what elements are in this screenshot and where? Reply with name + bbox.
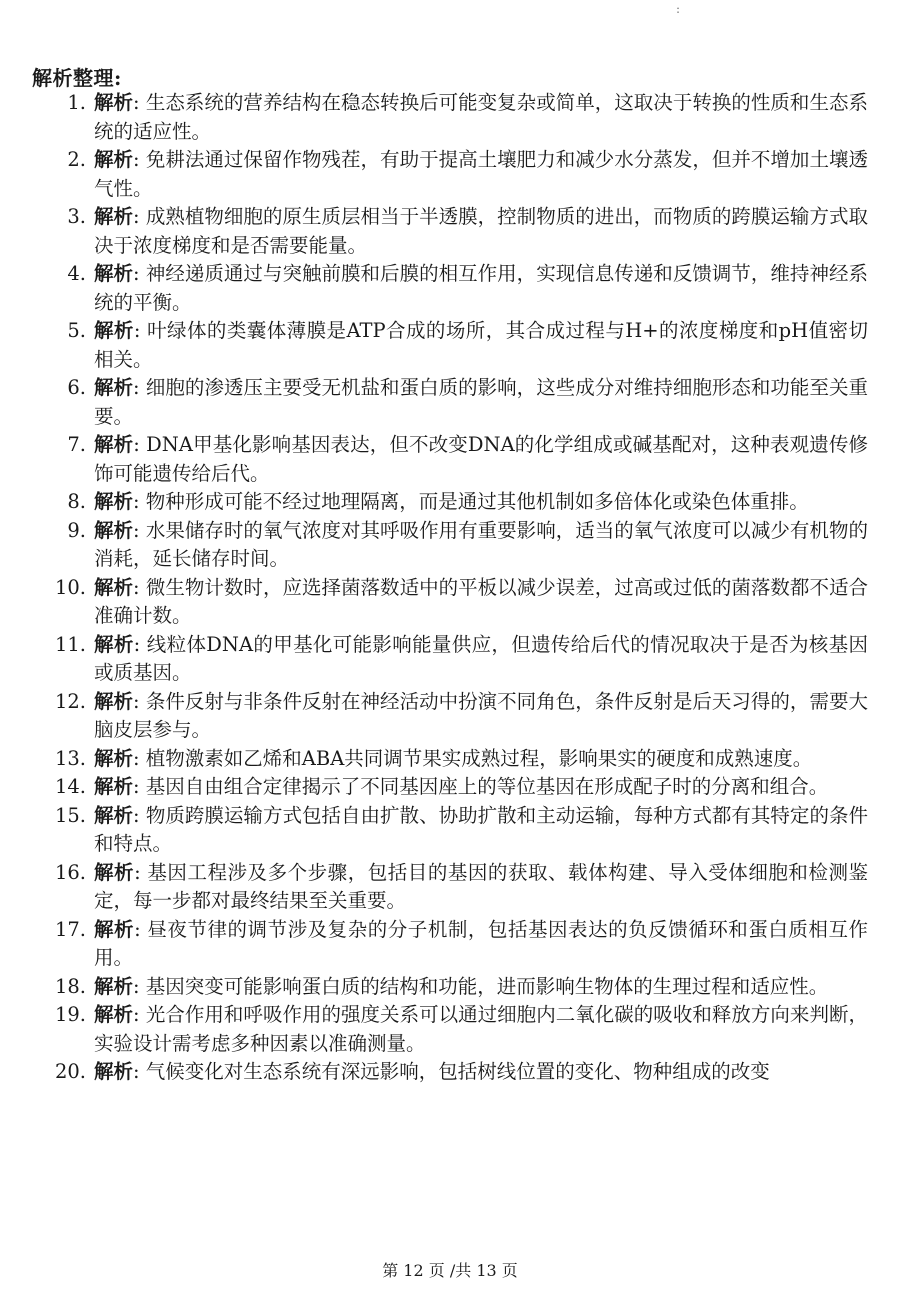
item-body: [94, 1001, 868, 1058]
item-label: 解析: [94, 319, 134, 342]
item-number: 11.: [54, 632, 86, 656]
item-text: : 叶绿体的类囊体薄膜是ATP合成的场所，其合成过程与H+的浓度梯度和pH值密切相关。: [94, 319, 868, 371]
item-number: 17.: [54, 917, 86, 941]
item-label: 解析: [94, 632, 134, 656]
item-label: 解析: [94, 775, 134, 798]
item-label: 解析: [94, 917, 135, 941]
item-body: [94, 431, 868, 488]
item-body: [94, 89, 868, 146]
analysis-list: [32, 89, 868, 1087]
item-text: : 基因突变可能影响蛋白质的结构和功能，进而影响生物体的生理过程和适应性。: [133, 974, 829, 998]
item-body: [94, 517, 868, 574]
item-body: [94, 1058, 868, 1087]
list-item: [32, 688, 868, 745]
item-text: : 基因自由组合定律揭示了不同基因座上的等位基因在形成配子时的分离和组合。: [133, 775, 829, 798]
list-item: [32, 146, 868, 203]
list-item: [32, 374, 868, 431]
list-item: [32, 517, 868, 574]
item-text: : 生态系统的营养结构在稳态转换后可能变复杂或简单，这取决于转换的性质和生态系统的适应性。: [94, 91, 868, 143]
item-label: 解析: [94, 860, 135, 884]
item-text: : 植物激素如乙烯和ABA共同调节果实成熟过程，影响果实的硬度和成熟速度。: [133, 746, 813, 770]
item-label: 解析: [94, 746, 134, 770]
item-text: : 线粒体DNA的甲基化可能影响能量供应，但遗传给后代的情况取决于是否为核基因或质基因。: [94, 632, 868, 684]
item-number: 5.: [67, 319, 86, 342]
list-item: [32, 260, 868, 317]
list-item: [32, 802, 868, 859]
item-text: : DNA甲基化影响基因表达，但不改变DNA的化学组成或碱基配对，这种表观遗传修饰可能遗传给后代。: [94, 433, 868, 485]
item-label: 解析: [94, 205, 134, 228]
item-label: 解析: [94, 490, 134, 513]
list-item: [32, 317, 868, 374]
item-text: : 昼夜节律的调节涉及复杂的分子机制，包括基因表达的负反馈循环和蛋白质相互作用。: [94, 917, 868, 969]
item-label: 解析: [94, 262, 134, 285]
item-body: [94, 802, 868, 859]
item-label: 解析: [94, 575, 134, 599]
list-item: [32, 859, 868, 916]
item-label: 解析: [94, 433, 134, 456]
item-label: 解析: [94, 689, 134, 713]
item-text: : 基因工程涉及多个步骤，包括目的基因的获取、载体构建、导入受体细胞和检测鉴定，每一步都对最终结果至关重要。: [94, 860, 868, 912]
item-text: : 物质跨膜运输方式包括自由扩散、协助扩散和主动运输，每种方式都有其特定的条件和特点。: [94, 803, 868, 855]
item-label: 解析: [94, 974, 134, 998]
item-text: : 神经递质通过与突触前膜和后膜的相互作用，实现信息传递和反馈调节，维持神经系统的平衡。: [94, 262, 868, 314]
item-body: [94, 859, 868, 916]
item-number: 6.: [67, 376, 86, 399]
item-text: : 光合作用和呼吸作用的强度关系可以通过细胞内二氧化碳的吸收和释放方向来判断，实验设计需考虑多种因素以准确测量。: [94, 1003, 868, 1055]
item-number: 3.: [67, 205, 86, 228]
list-item: [32, 973, 868, 1002]
list-item: [32, 89, 868, 146]
item-text: : 物种形成可能不经过地理隔离，而是通过其他机制如多倍体化或染色体重排。: [133, 490, 809, 513]
item-number: 4.: [67, 262, 86, 285]
item-body: [94, 574, 868, 631]
item-label: 解析: [94, 803, 134, 827]
item-number: 19.: [54, 1003, 86, 1026]
list-item: [32, 203, 868, 260]
item-text: : 成熟植物细胞的原生质层相当于半透膜，控制物质的进出，而物质的跨膜运输方式取决于浓度梯度和是否需要能量。: [94, 205, 868, 257]
item-body: [94, 688, 868, 745]
item-number: 1.: [67, 91, 86, 114]
item-body: [94, 488, 868, 517]
item-body: [94, 260, 868, 317]
item-text: : 水果储存时的氧气浓度对其呼吸作用有重要影响，适当的氧气浓度可以减少有机物的消耗，延长储存时间。: [94, 518, 868, 570]
item-body: [94, 146, 868, 203]
item-body: [94, 773, 868, 802]
item-body: [94, 631, 868, 688]
list-item: [32, 1001, 868, 1058]
list-item: [32, 431, 868, 488]
item-body: [94, 374, 868, 431]
item-text: : 微生物计数时，应选择菌落数适中的平板以减少误差，过高或过低的菌落数都不适合准确计数。: [94, 575, 868, 627]
list-item: [32, 488, 868, 517]
item-label: 解析: [94, 148, 134, 171]
item-body: [94, 973, 868, 1002]
item-number: 9.: [67, 518, 86, 542]
item-number: 8.: [67, 490, 86, 513]
list-item: [32, 574, 868, 631]
top-mark: :: [676, 2, 681, 16]
item-label: 解析: [94, 91, 134, 114]
item-label: 解析: [94, 518, 134, 542]
item-number: 13.: [54, 746, 86, 770]
list-item: [32, 916, 868, 973]
item-text: : 细胞的渗透压主要受无机盐和蛋白质的影响，这些成分对维持细胞形态和功能至关重要。: [94, 376, 868, 428]
item-label: 解析: [94, 1060, 134, 1083]
item-number: 10.: [54, 575, 86, 599]
item-number: 7.: [67, 433, 86, 456]
item-number: 18.: [54, 974, 86, 998]
item-body: [94, 317, 868, 374]
section-title: 解析整理:: [32, 66, 122, 90]
item-number: 15.: [54, 803, 86, 827]
list-item: [32, 773, 868, 802]
item-number: 16.: [54, 860, 86, 884]
item-number: 14.: [54, 775, 86, 798]
item-label: 解析: [94, 376, 134, 399]
item-label: 解析: [94, 1003, 134, 1026]
item-number: 12.: [54, 689, 86, 713]
item-body: [94, 916, 868, 973]
item-number: 2.: [67, 148, 86, 171]
item-text: : 条件反射与非条件反射在神经活动中扮演不同角色，条件反射是后天习得的，需要大脑皮层参与。: [94, 689, 868, 741]
list-item: [32, 745, 868, 774]
list-item: [32, 631, 868, 688]
page-footer: 第 12 页 /共 13 页: [382, 1261, 518, 1280]
item-text: : 免耕法通过保留作物残茬，有助于提高土壤肥力和减少水分蒸发，但并不增加土壤透气性。: [94, 148, 868, 200]
item-body: [94, 203, 868, 260]
item-number: 20.: [54, 1060, 86, 1083]
item-text: : 气候变化对生态系统有深远影响，包括树线位置的变化、物种组成的改变: [133, 1060, 770, 1083]
item-body: [94, 745, 868, 774]
list-item: [32, 1058, 868, 1087]
